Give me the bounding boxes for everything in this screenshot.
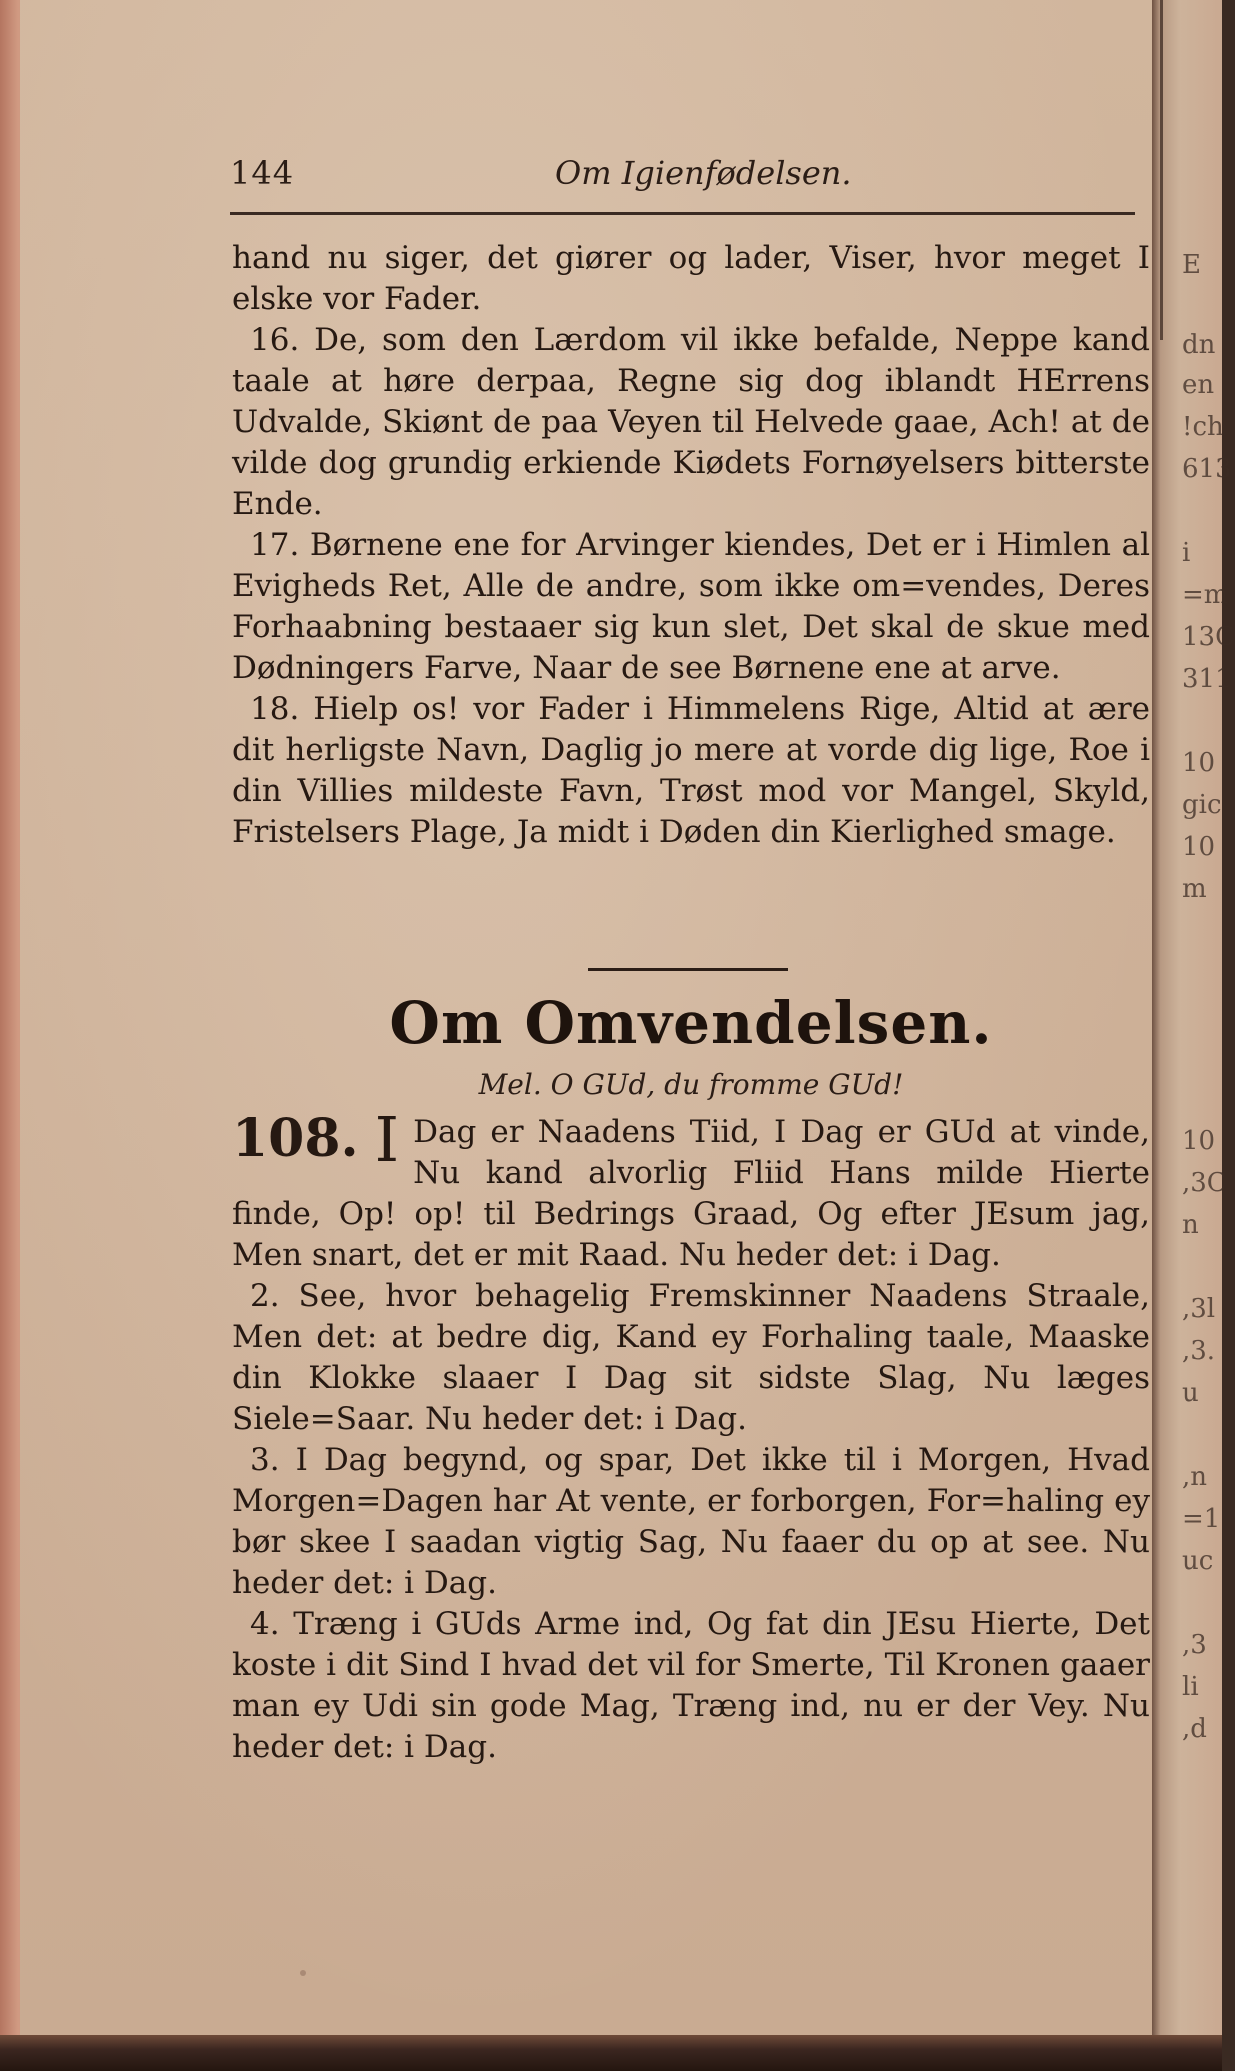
verse-16: 16. De, som den Lærdom vil ikke befalde, Neppe kand taale at høre derpaa, Regne sig dog iblandt HErrens Udvalde, Skiønt de paa Veyen til Helvede gaae, Ach! at de vilde dog grundig erkiende Kiødets Fornøyelsers bitterste Ende. [232,322,1150,522]
next-page-fragment: 10 [1182,1126,1216,1156]
next-page-fragment: ,3l [1182,1294,1216,1324]
verse-1 [232,1103,1150,1276]
hymn-107-ending [232,238,1150,853]
next-page-fragment: uc [1182,1546,1214,1576]
next-page-fragment: =m [1182,580,1229,610]
verse-1-text: Dag er Naadens Tiid, I Dag er GUd at vinde, Nu kand alvorlig Fliid Hans milde Hierte finde, Op! op! til Bedrings Graad, Og efter JEsum jag, Men snart, det er mit Raad. Nu heder det: i Dag. [232,1114,1150,1273]
section-divider [588,968,788,971]
next-page-fragment: n [1182,1210,1199,1240]
next-page-fragment: 311 [1182,664,1232,694]
gutter-shadow-line [1160,0,1163,340]
next-page-fragment: ,n [1182,1462,1208,1492]
running-title: Om Igienfødelsen. [555,154,852,192]
header-rule [230,212,1135,215]
verse-17: 17. Børnene ene for Arvinger kiendes, Det er i Himlen al Evigheds Ret, Alle de andre, som ikke om=vendes, Deres Forhaabning bestaaer sig kun slet, Det skal de skue med Dødningers Farve, Naar de see Børnene ene at arve. [232,527,1150,686]
verse-18: 18. Hielp os! vor Fader i Himmelens Rige, Altid at ære dit herligste Navn, Daglig jo mere at vorde dig lige, Roe i din Villies mildeste Favn, Trøst mod vor Mangel, Skyld, Fristelsers Plage, Ja midt i Døden din Kierlighed smage. [232,691,1150,850]
next-page-fragment: 13C [1182,622,1235,652]
next-page-fragment: !ch [1182,412,1224,442]
next-page-fragment: ,3C [1182,1168,1227,1198]
next-page-fragment: 10 [1182,748,1216,778]
paper-stain [300,1970,306,1976]
next-page-fragment: dn [1182,330,1216,360]
next-page-fragment: ,3 [1182,1630,1207,1660]
next-page-fragment: ,3. [1182,1336,1216,1366]
verse-3: 3. I Dag begynd, og spar, Det ikke til i Morgen, Hvad Morgen=Dagen har At vente, er forborgen, For=haling ey bør skee I saadan vigtig Sag, Nu faaer du op at see. Nu heder det: i Dag. [232,1442,1150,1601]
bottom-edge [0,2035,1222,2071]
section-title: Om Omvendelsen. [389,989,993,1057]
verse-continuation: hand nu siger, det giører og lader, Viser, hvor meget I elske vor Fader. [232,240,1150,317]
next-page-fragment: =1 [1182,1504,1221,1534]
page-number: 144 [230,154,295,192]
page-header [230,150,1140,200]
next-page-fragment: li [1182,1672,1199,1702]
next-page-fragment: i [1182,538,1191,568]
melody-line: Mel. O GUd, du fromme GUd! [478,1068,904,1101]
next-page-fragment: gic [1182,790,1222,820]
next-page-fragment: m [1182,874,1207,904]
next-page-fragment: E [1182,250,1201,280]
verse-2: 2. See, hvor behagelig Fremskinner Naadens Straale, Men det: at bedre dig, Kand ey Forhaling taale, Maaske din Klokke slaaer I Dag sit sidste Slag, Nu læges Siele=Saar. Nu heder det: i Dag. [232,1278,1150,1437]
verse-4: 4. Træng i GUds Arme ind, Og fat din JEsu Hierte, Det koste i dit Sind I hvad det vil for Smerte, Til Kronen gaaer man ey Udi sin gode Mag, Træng ind, nu er der Vey. Nu heder det: i Dag. [232,1606,1150,1765]
drop-cap: I [374,1103,400,1176]
hymn-108 [232,1103,1150,1768]
hymn-number: 108. [232,1108,359,1169]
next-page-fragment: 613 [1182,454,1232,484]
next-page-fragment: en [1182,370,1215,400]
next-page-fragment: 10 [1182,832,1216,862]
next-page-fragment: ,d [1182,1714,1207,1744]
next-page-fragment: u [1182,1378,1199,1408]
